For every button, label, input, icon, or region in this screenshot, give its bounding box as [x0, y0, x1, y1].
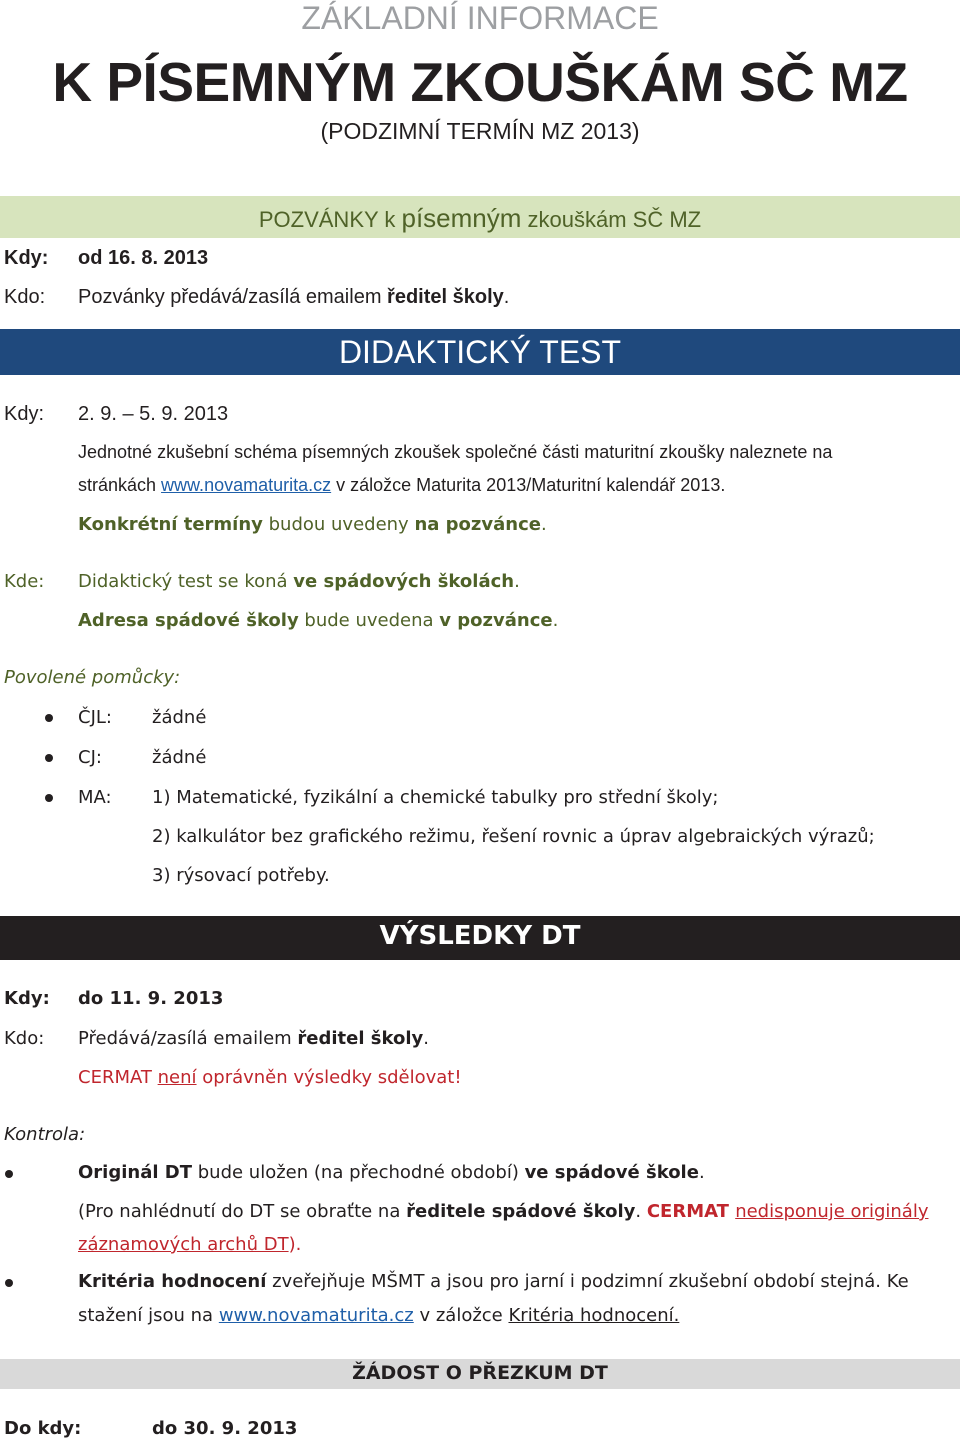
results-heading: VÝSLEDKY DT	[379, 921, 581, 951]
deadline-label: Do kdy:	[4, 1418, 82, 1439]
results-who-text: Předává/zasílá emailem ředitel školy.	[78, 1028, 429, 1049]
didactic-test-heading: DIDAKTICKÝ TEST	[338, 334, 622, 370]
aid-subject-cj: CJ:	[78, 747, 102, 768]
original-dt-note-line3: záznamových archů DT).	[78, 1234, 302, 1255]
invitations-when-value: od 16. 8. 2013	[78, 247, 209, 269]
original-dt-note: Originál DT bude uložen (na přechodné období) ve spádové škole.	[78, 1162, 705, 1183]
aid-text-ma-2: 2) kalkulátor bez grafického režimu, řešení rovnic a úprav algebraických výrazů;	[152, 826, 875, 847]
bullet-icon	[5, 1170, 13, 1178]
inspection-title: Kontrola:	[4, 1124, 86, 1145]
exact-dates-note: Konkrétní termíny budou uvedeny na pozvánce.	[78, 514, 547, 535]
novamaturita-link[interactable]: www.novamaturita.cz	[161, 475, 332, 495]
school-address-note: Adresa spádové školy bude uvedena v pozvánce.	[78, 610, 559, 631]
aid-subject-cjl: ČJL:	[78, 707, 112, 728]
test-when-label: Kdy:	[4, 403, 45, 425]
aid-text-cj: žádné	[152, 747, 207, 768]
aid-subject-ma: MA:	[78, 787, 112, 808]
review-request-heading: ŽÁDOST O PŘEZKUM DT	[352, 1362, 608, 1384]
cermat-warning: CERMAT není oprávněn výsledky sdělovat!	[78, 1067, 462, 1088]
page-title: K PÍSEMNÝM ZKOUŠKÁM SČ MZ	[52, 51, 908, 113]
invitations-when-label: Kdy:	[4, 247, 49, 269]
invitations-who-text: Pozvánky předává/zasílá emailem ředitel školy.	[78, 286, 510, 308]
original-dt-note-line2: (Pro nahlédnutí do DT se obraťte na ředitele spádové školy. CERMAT nedisponuje originály	[78, 1201, 929, 1222]
criteria-note-line2: stažení jsou na www.novamaturita.cz v záložce Kritéria hodnocení.	[78, 1305, 680, 1326]
term-subtitle: (PODZIMNÍ TERMÍN MZ 2013)	[320, 118, 640, 144]
results-who-label: Kdo:	[4, 1028, 45, 1049]
invitations-heading: POZVÁNKY k písemným zkouškám SČ MZ	[258, 203, 702, 233]
criteria-note: Kritéria hodnocení zveřejňuje MŠMT a jsou pro jarní i podzimní zkušební období stejná. Ke	[78, 1271, 909, 1292]
allowed-aids-title: Povolené pomůcky:	[4, 667, 181, 688]
deadline-value: do 30. 9. 2013	[152, 1418, 298, 1439]
bullet-icon	[45, 754, 53, 762]
results-when-value: do 11. 9. 2013	[78, 988, 224, 1009]
aid-text-cjl: žádné	[152, 707, 207, 728]
schema-text-line1: Jednotné zkušební schéma písemných zkoušek společné části maturitní zkoušky naleznete na	[78, 442, 833, 462]
invitations-who-label: Kdo:	[4, 286, 46, 308]
test-where-label: Kde:	[4, 571, 45, 592]
novamaturita-link-2[interactable]: www.novamaturita.cz	[218, 1305, 414, 1326]
bullet-icon	[45, 714, 53, 722]
bullet-icon	[5, 1279, 13, 1287]
aid-text-ma-3: 3) rýsovací potřeby.	[152, 865, 330, 886]
results-when-label: Kdy:	[4, 988, 50, 1009]
test-when-value: 2. 9. – 5. 9. 2013	[78, 403, 229, 425]
header-subtitle-top: ZÁKLADNÍ INFORMACE	[301, 0, 659, 36]
criteria-tab-link[interactable]: Kritéria hodnocení.	[508, 1305, 680, 1326]
schema-text-line2: stránkách www.novamaturita.cz v záložce Maturita 2013/Maturitní kalendář 2013.	[78, 475, 726, 495]
aid-text-ma-1: 1) Matematické, fyzikální a chemické tabulky pro střední školy;	[152, 787, 719, 808]
test-where-text: Didaktický test se koná ve spádových školách.	[78, 571, 520, 592]
bullet-icon	[45, 794, 53, 802]
